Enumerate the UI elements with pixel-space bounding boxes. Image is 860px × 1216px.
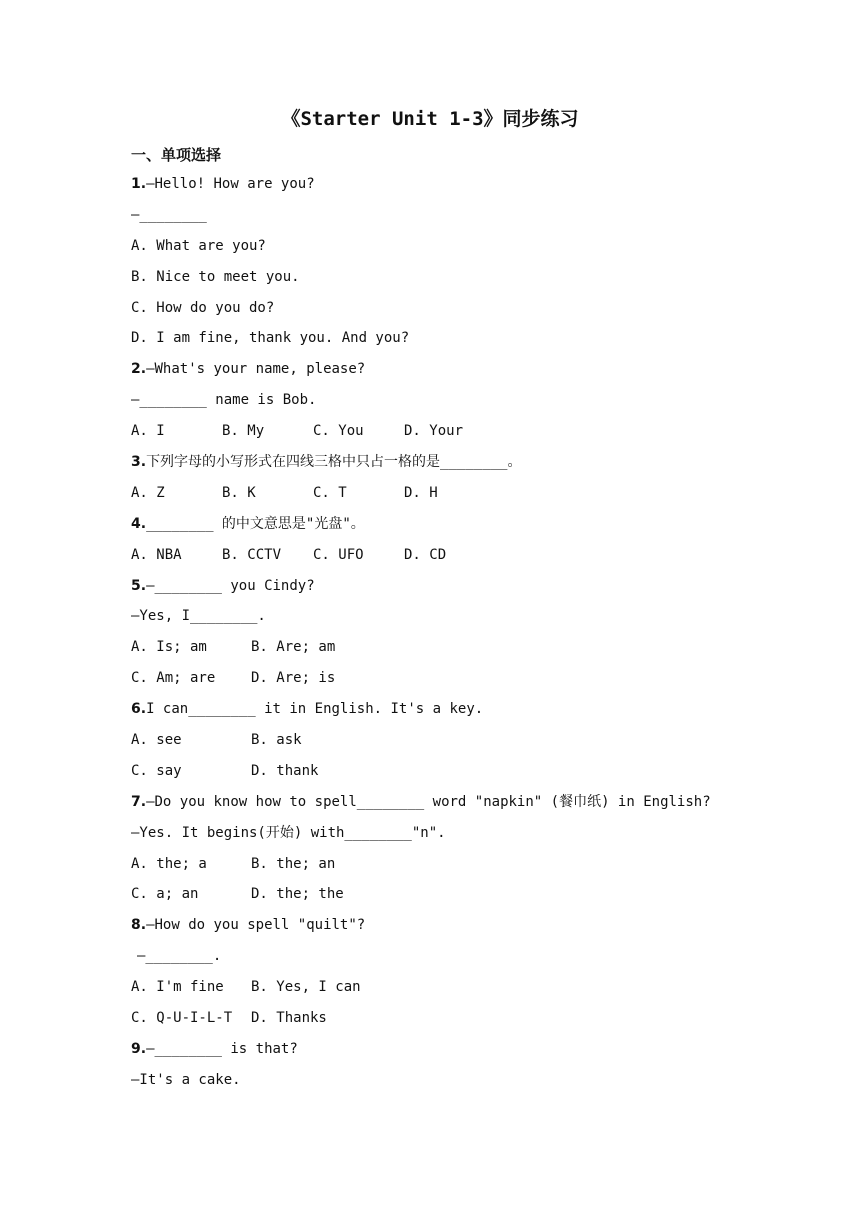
question-2-options (131, 420, 811, 451)
option-a: A. Is; am (131, 639, 207, 656)
option-d: D. CD (404, 546, 447, 563)
option-b: B. Yes, I can (251, 979, 361, 996)
question-5-options-row-2 (131, 667, 811, 698)
option-a: A. Z (131, 484, 165, 501)
option-c: C. You (313, 423, 364, 440)
option-a: A. see (131, 732, 182, 749)
question-4-options (131, 544, 811, 575)
option-b: B. the; an (251, 855, 336, 872)
question-text: I can________ it in English. It's a key. (146, 701, 484, 718)
question-2-answer-line: —________ name is Bob. (131, 392, 317, 409)
question-text: —What's your name, please? (146, 361, 366, 378)
question-text: ________ 的中文意思是"光盘"。 (146, 515, 365, 532)
question-number: 3. (131, 454, 147, 471)
option-b: B. CCTV (222, 546, 282, 563)
question-9-answer-line: —It's a cake. (131, 1071, 241, 1088)
question-1-option-d: D. I am fine, thank you. And you? (131, 330, 410, 347)
option-a: A. I'm fine (131, 979, 224, 996)
question-number: 6. (131, 701, 147, 718)
question-1-answer-line: —________ (131, 206, 207, 223)
question-number: 8. (131, 917, 147, 934)
question-7-answer-line: —Yes. It begins(开始) with________"n". (131, 824, 446, 841)
option-d: D. thank (251, 762, 319, 779)
question-1-option-a: A. What are you? (131, 237, 266, 254)
question-6-stem (131, 698, 811, 729)
option-a: A. NBA (131, 546, 182, 563)
question-4-stem (131, 513, 811, 544)
option-c: C. Q-U-I-L-T (131, 1010, 233, 1027)
question-text: —How do you spell "quilt"? (146, 917, 366, 934)
option-c: C. T (313, 484, 347, 501)
option-c: C. UFO (313, 546, 364, 563)
question-2-stem (131, 358, 811, 389)
option-b: B. Are; am (251, 639, 336, 656)
section-heading: 一、单项选择 (131, 146, 222, 164)
option-a: A. the; a (131, 855, 207, 872)
question-3-options (131, 482, 811, 513)
option-b: B. K (222, 484, 256, 501)
question-8-options-row-1 (131, 976, 811, 1007)
question-number: 5. (131, 577, 147, 594)
question-number: 9. (131, 1040, 147, 1057)
question-1-stem (131, 173, 811, 204)
question-number: 1. (131, 176, 147, 192)
page-title: 《Starter Unit 1-3》同步练习 (281, 108, 579, 130)
question-number: 4. (131, 515, 147, 532)
question-7-stem (131, 791, 811, 822)
option-d: D. Are; is (251, 670, 336, 687)
option-c: C. say (131, 762, 182, 779)
question-text: —________ is that? (146, 1040, 298, 1057)
question-list (131, 173, 811, 1100)
question-text: —________ you Cindy? (146, 577, 315, 594)
option-a: A. I (131, 423, 165, 440)
option-b: B. ask (251, 732, 302, 749)
question-1-option-b: B. Nice to meet you. (131, 268, 300, 285)
option-d: D. Thanks (251, 1010, 327, 1027)
question-8-stem (131, 914, 811, 945)
question-9-stem (131, 1038, 811, 1069)
question-3-stem (131, 451, 811, 482)
question-5-options-row-1 (131, 636, 811, 667)
question-7-options-row-1 (131, 853, 811, 884)
question-8-answer-line: —________. (137, 948, 222, 965)
option-c: C. a; an (131, 886, 199, 903)
question-text: —Hello! How are you? (146, 176, 315, 192)
question-8-options-row-2 (131, 1007, 811, 1038)
question-text: 下列字母的小写形式在四线三格中只占一格的是________。 (146, 454, 522, 471)
question-text: —Do you know how to spell________ word "napkin" (餐巾纸) in English? (146, 793, 711, 810)
option-b: B. My (222, 423, 265, 440)
question-6-options-row-1 (131, 729, 811, 760)
option-d: D. Your (404, 423, 464, 440)
question-5-stem (131, 575, 811, 606)
question-number: 7. (131, 793, 147, 810)
option-d: D. H (404, 484, 438, 501)
question-number: 2. (131, 361, 147, 378)
option-d: D. the; the (251, 886, 344, 903)
question-6-options-row-2 (131, 760, 811, 791)
question-1-option-c: C. How do you do? (131, 299, 275, 316)
option-c: C. Am; are (131, 670, 216, 687)
question-5-answer-line: —Yes, I________. (131, 608, 266, 625)
question-7-options-row-2 (131, 883, 811, 914)
